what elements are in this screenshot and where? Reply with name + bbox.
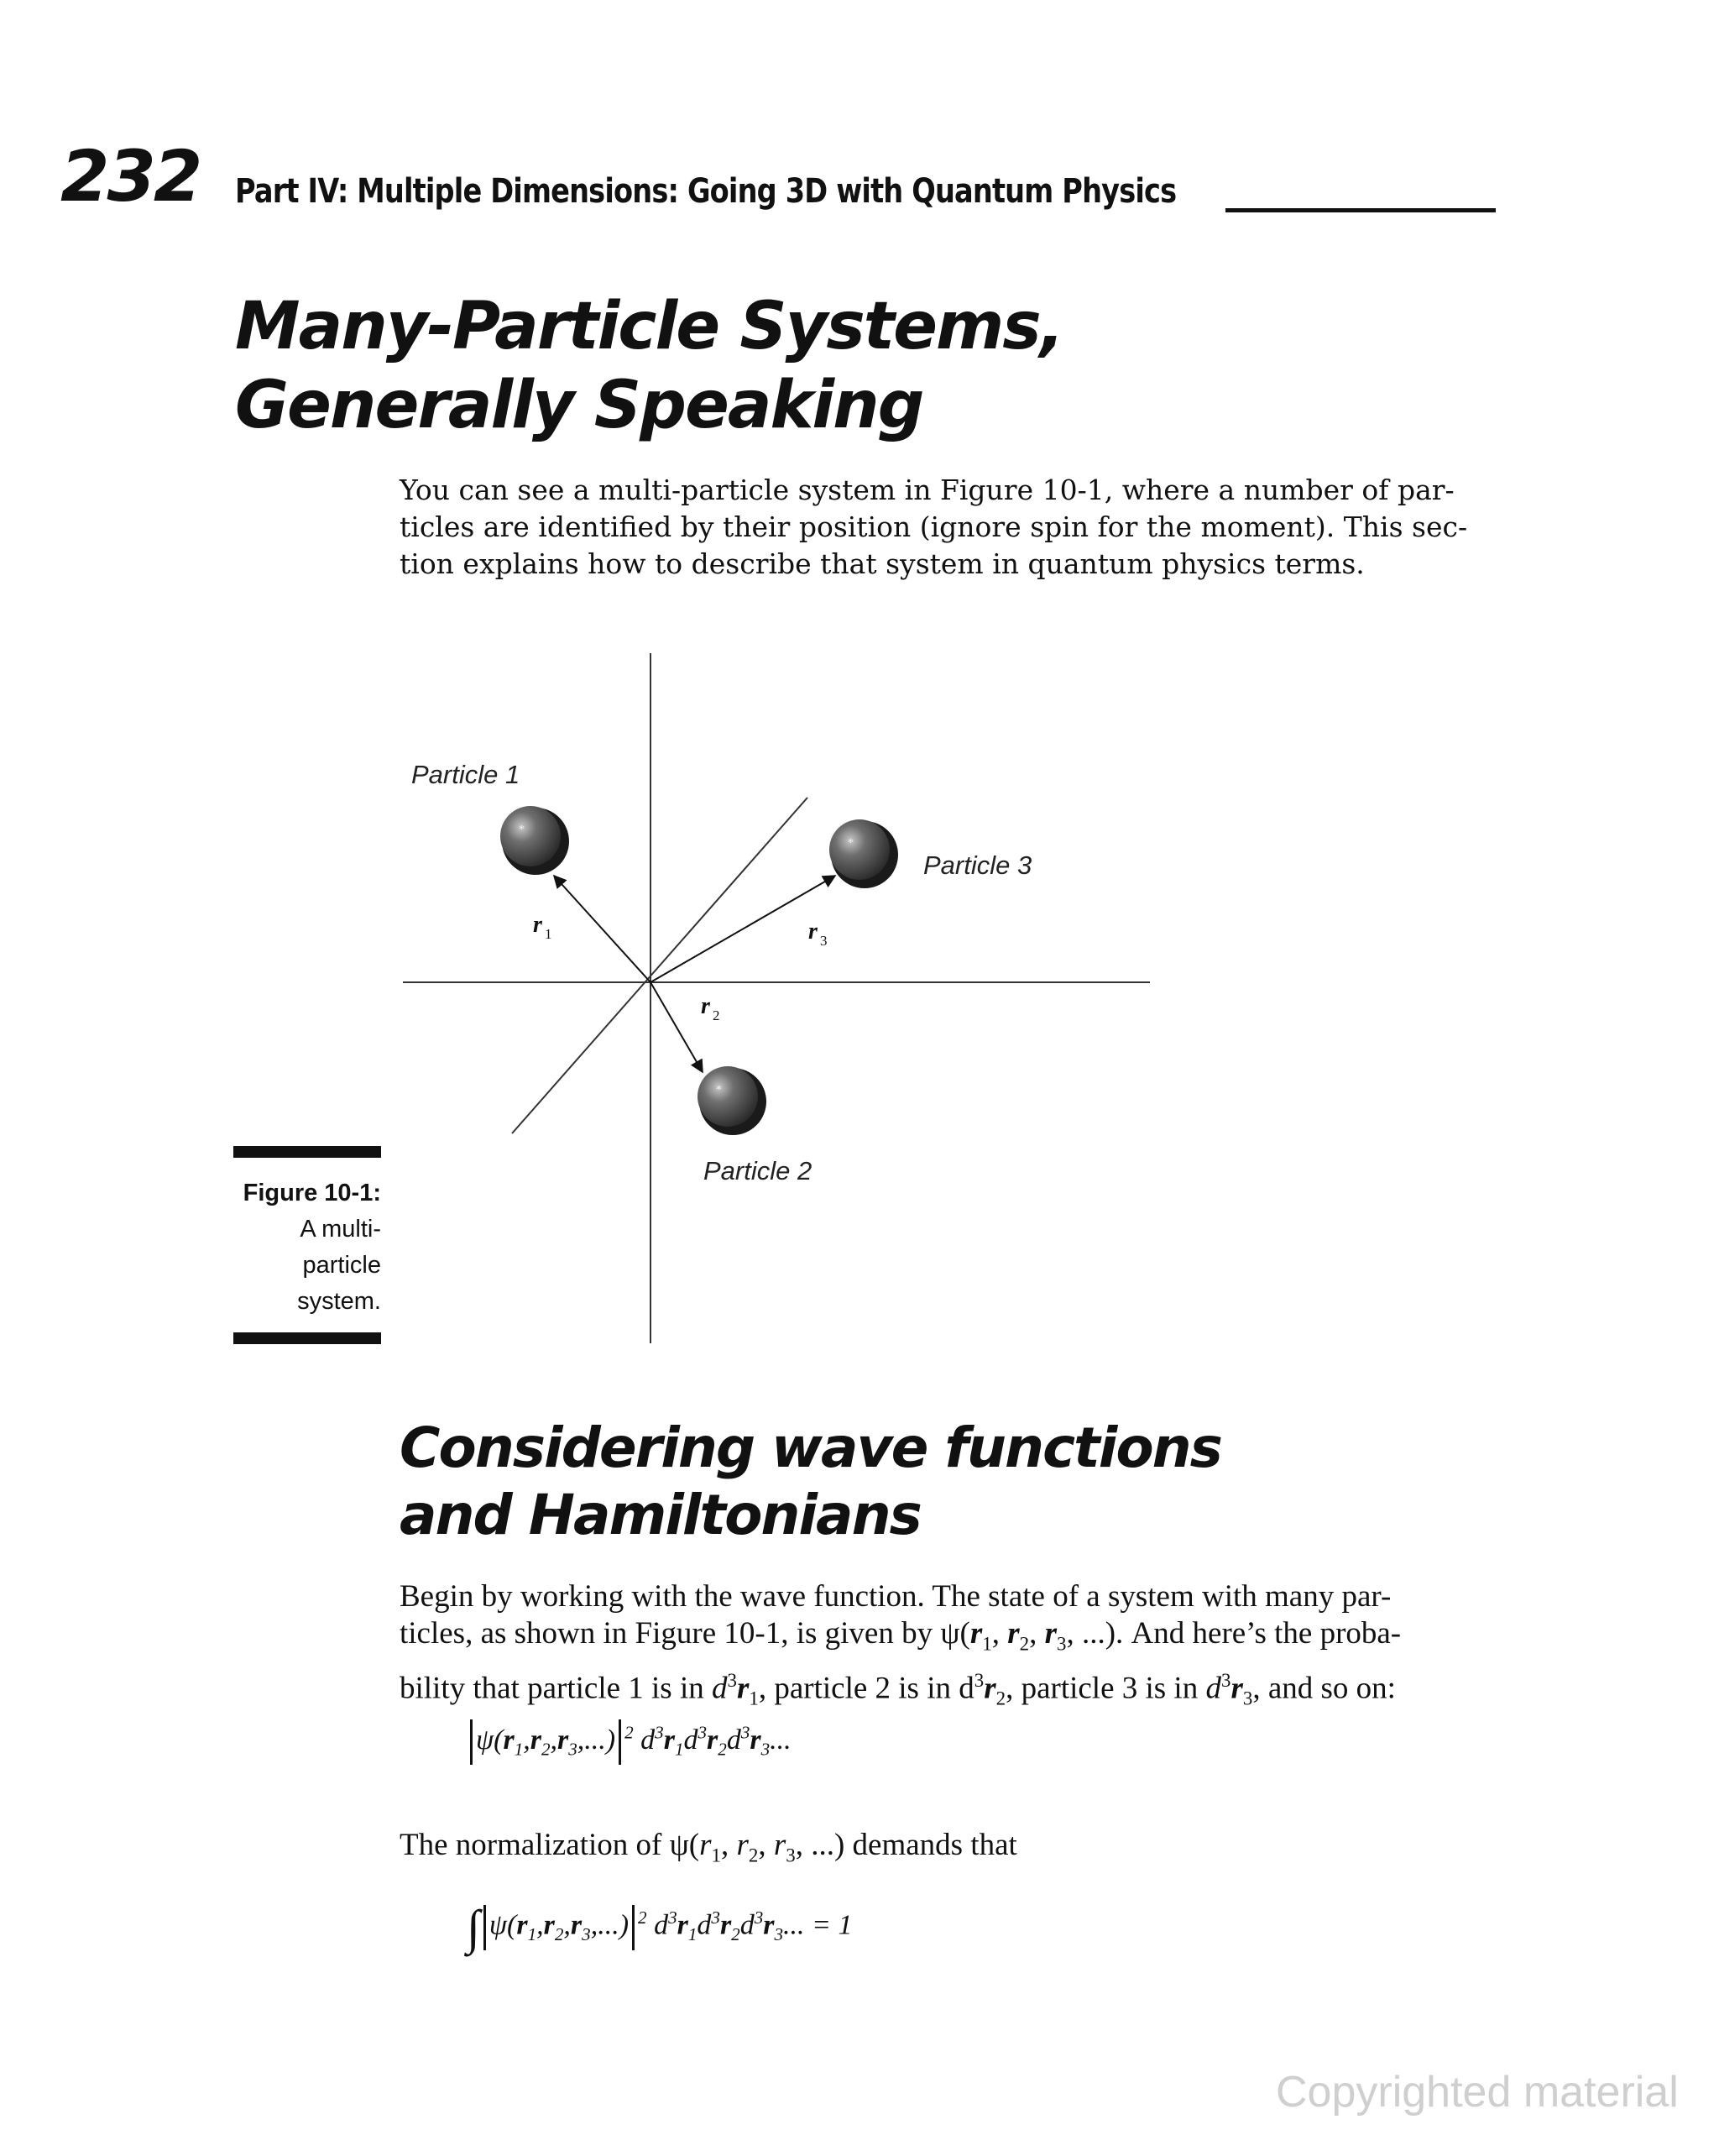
paragraph-line: tion explains how to describe that system in quantum physics terms. — [400, 547, 1365, 580]
caption-rule-bottom — [233, 1332, 381, 1344]
vector-label-r1 — [533, 912, 552, 942]
paragraph-line: You can see a multi-particle system in Figure 10-1, where a number of par- — [400, 474, 1455, 506]
paragraph-line: ticles, as shown in Figure 10-1, is given by $\psi(r_1$, $r_2$, $r_3$, ...). And here’s the proba- — [400, 1616, 1402, 1655]
section-heading-line: Generally Speaking — [235, 368, 923, 443]
caption-label: Figure 10-1: — [243, 1180, 381, 1206]
vector-r1-arrow — [554, 876, 651, 982]
particle-1 — [500, 806, 569, 875]
section-heading-line: Many-Particle Systems, — [235, 289, 1063, 364]
figure-multi-particle-system — [394, 646, 1150, 1348]
particle-2 — [698, 1066, 766, 1135]
figure-svg — [394, 646, 1150, 1348]
paragraph-line: ticles are identified by their position (ignore spin for the moment). This sec- — [400, 510, 1468, 543]
particle-3-label: Particle 3 — [923, 850, 1032, 880]
svg-text:r: r — [808, 918, 818, 945]
caption-line: particle — [302, 1252, 381, 1279]
probability-equation: $\psi(r_1,r_2,r_3,...)$ $^2$ $d^3r_1d^3r_2d^3r_3$... — [467, 1719, 792, 1765]
intro-paragraph — [400, 472, 1467, 583]
subsection-heading — [400, 1415, 1221, 1549]
caption-rule-top — [233, 1146, 381, 1158]
particle-3 — [829, 819, 898, 888]
paragraph-line: Begin by working with the wave function. The state of a system with many par- — [400, 1579, 1392, 1614]
svg-text:*: * — [519, 824, 525, 836]
running-head: Part IV: Multiple Dimensions: Going 3D with Quantum Physics — [235, 172, 1177, 211]
caption-line: A multi- — [300, 1216, 381, 1243]
subsection-heading-line: Considering wave functions — [400, 1416, 1221, 1480]
vector-r2-arrow — [651, 982, 703, 1072]
copyright-watermark: Copyrighted material — [1276, 2068, 1679, 2117]
vector-label-r2 — [701, 993, 720, 1023]
wave-function-paragraph — [400, 1578, 1401, 1718]
vector-label-r3 — [808, 918, 828, 949]
paragraph-line: bility that particle 1 is in $d^3r_1$, particle 2 is in $d^3r_2$, particle 3 is in $d^3r_3$, and so on: — [400, 1670, 1396, 1710]
svg-text:r: r — [701, 993, 710, 1019]
normalization-equation: ∫ $\psi(r_1,r_2,r_3,...)$ $^2$ $d^3r_1d^3r_2d^3r_3$... = 1 — [467, 1900, 853, 1955]
particle-2-label: Particle 2 — [703, 1156, 812, 1185]
particle-1-label: Particle 1 — [411, 760, 520, 789]
svg-text:3: 3 — [820, 933, 828, 949]
figure-caption — [233, 1175, 381, 1320]
svg-text:r: r — [533, 912, 542, 938]
svg-text:2: 2 — [713, 1007, 720, 1023]
caption-line: system. — [297, 1288, 381, 1315]
vector-r3-arrow — [651, 876, 835, 982]
page-number: 232 — [60, 135, 201, 217]
normalization-paragraph: The normalization of $\psi(r_1$, $r_2$, $r_3$, ...) demands that — [400, 1828, 1017, 1866]
svg-text:1: 1 — [545, 926, 552, 942]
svg-text:*: * — [848, 837, 854, 850]
header-rule — [1225, 208, 1496, 212]
section-heading — [235, 287, 1063, 445]
subsection-heading-line: and Hamiltonians — [400, 1483, 921, 1547]
svg-text:*: * — [716, 1084, 722, 1096]
